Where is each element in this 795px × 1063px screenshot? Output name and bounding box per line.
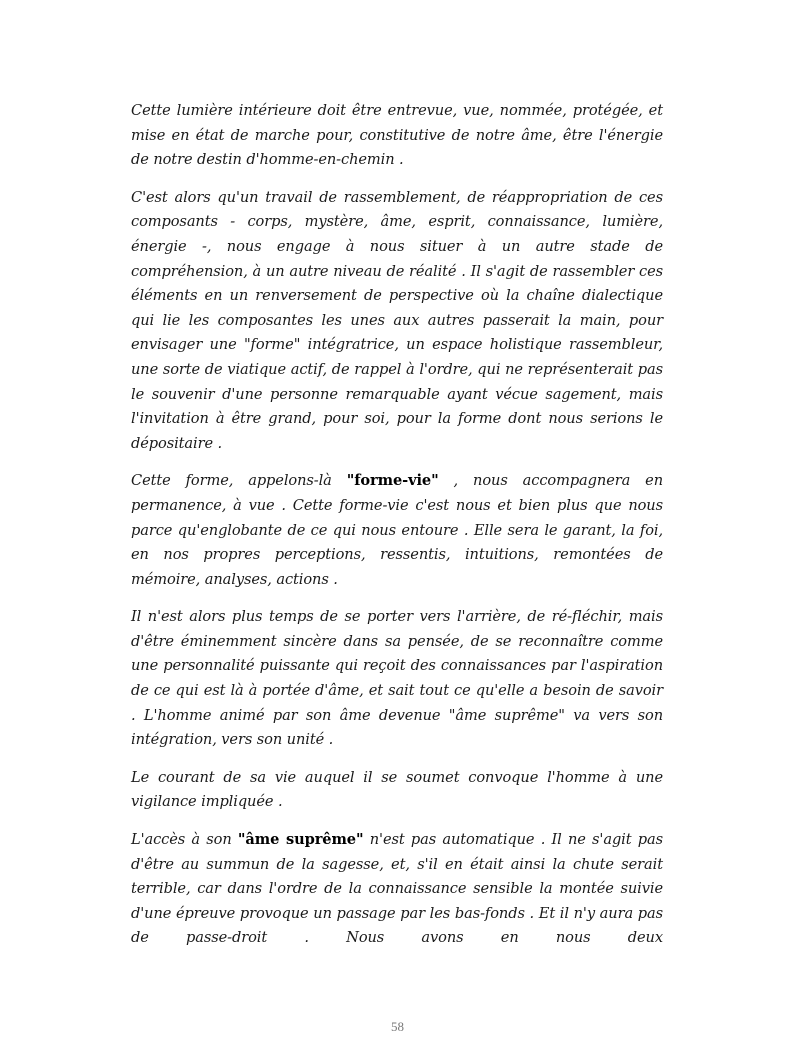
paragraph-4 [131, 605, 663, 753]
paragraph-6 [131, 828, 663, 951]
paragraph-5-text: Le courant de sa vie auquel il se soumet convoque l'homme à une vigilance impliquée . [131, 768, 663, 811]
page-number: 58 [391, 1019, 404, 1034]
document-body [131, 99, 663, 964]
paragraph-1-text: Cette lumière intérieure doit être entrevue, vue, nommée, protégée, et mise en état de marche pour, constitutive de notre âme, être l'énergie de notre destin d'homme-en-chemin . [131, 102, 663, 169]
paragraph-2-text: C'est alors qu'un travail de rassemblement, de réappropriation de ces composants - corps, mystère, âme, esprit, connaissance, lumière, énergie -, nous engage à nous situer à un autre stade de compréhension, à un autre niveau de réalité . Il s'agit de rassembler ces éléments en un renversement de perspective où la chaîne dialectique qui lie les composantes les unes aux autres passerait la main, pour envisager une "forme" intégratrice, un espace holistique rassembleur, une sorte de viatique actif, de rappel à l'ordre, qui ne représenterait pas le souvenir d'une personne remarquable ayant vécue sagement, mais l'invitation à être grand, pour soi, pour la forme dont nous serions le dépositaire . [131, 188, 663, 452]
term-ame-supreme: "âme suprême" [237, 831, 364, 849]
paragraph-1 [131, 99, 663, 173]
paragraph-2 [131, 186, 663, 457]
paragraph-3 [131, 469, 663, 592]
paragraph-3-text-before: Cette forme, appelons-là [131, 472, 347, 490]
paragraph-6-text-after: n'est pas automatique . Il ne s'agit pas d'être au summun de la sagesse, et, s'il en était ainsi la chute serait terrible, car dans l'ordre de la connaissance sensible la montée suivie d'une épreuve provoque un passage par les bas-fonds . Et il n'y aura pas de passe-droit . Nous avons en nous deux [131, 831, 663, 947]
paragraph-6-text-before: L'accès à son [131, 831, 238, 849]
paragraph-5 [131, 766, 663, 815]
term-forme-vie: "forme-vie" [346, 472, 439, 490]
paragraph-4-text: Il n'est alors plus temps de se porter vers l'arrière, de ré-fléchir, mais d'être éminemment sincère dans sa pensée, de se reconnaître comme une personnalité puissante qui reçoit des connaissances par l'aspiration de ce qui est là à portée d'âme, et sait tout ce qu'elle a besoin de savoir . L'homme animé par son âme devenue "âme suprême" va vers son intégration, vers son unité . [131, 608, 663, 749]
paragraph-3-text-after: , nous accompagnera en permanence, à vue . Cette forme-vie c'est nous et bien plus que nous parce qu'englobante de ce qui nous entoure . Elle sera le garant, la foi, en nos propres perceptions, ressentis, intuitions, remontées de mémoire, analyses, actions . [131, 472, 663, 588]
